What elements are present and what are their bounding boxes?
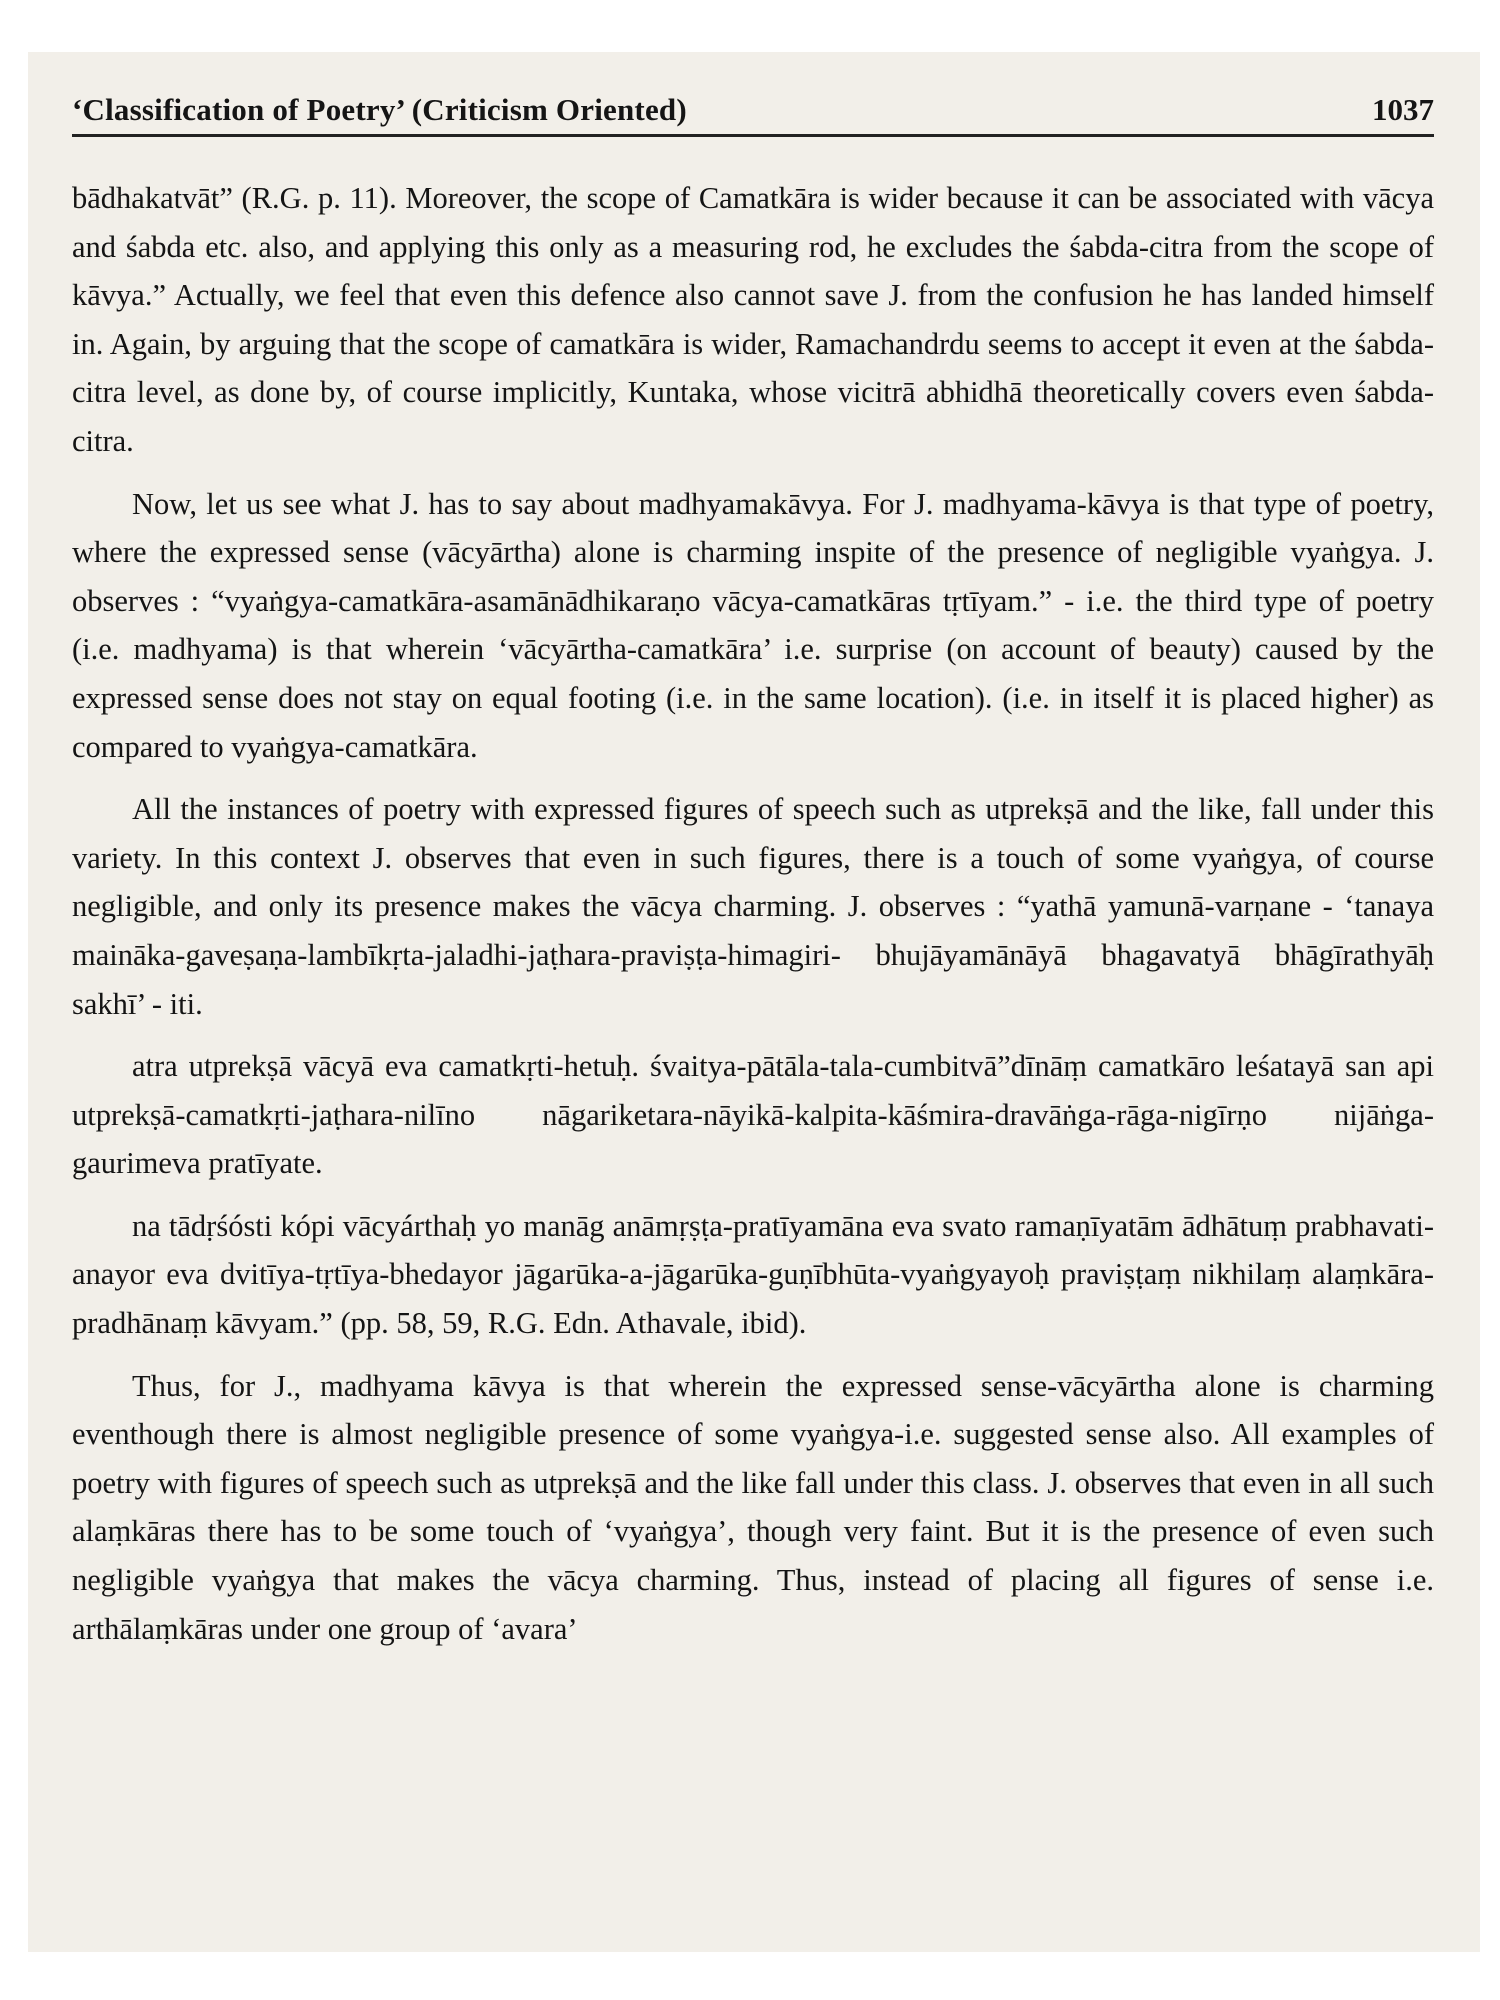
running-header xyxy=(72,92,1434,137)
paragraph: bādhakatvāt” (R.G. p. 11). Moreover, the scope of Camatkāra is wider because it can be associated with vācya and śabda etc. also, and applying this only as a measuring rod, he excludes the śabda-citra from the scope of kāvya.” Actually, we feel that even this defence also cannot save J. from the confusion he has landed himself in. Again, by arguing that the scope of camatkāra is wider, Ramachandrdu seems to accept it even at the śabda-citra level, as done by, of course implicitly, Kuntaka, whose vicitrā abhidhā theoretically covers even śabda-citra. xyxy=(72,181,1434,458)
paragraph: All the instances of poetry with expressed figures of speech such as utprekṣā and the like, fall under this variety. In this context J. observes that even in such figures, there is a touch of some vyaṅgya, of course negligible, and only its presence makes the vācya charming. J. observes : “yathā yamunā-varṇane - ‘tanaya maināka-gaveṣaṇa-lambīkṛta-jaladhi-jaṭhara-praviṣṭa-himagiri- bhujāyamānāyā bhagavatyā bhāgīrathyāḥ sakhī’ - iti. xyxy=(72,792,1434,1021)
page-number: 1037 xyxy=(1372,92,1434,127)
paragraph: Thus, for J., madhyama kāvya is that wherein the expressed sense-vācyārtha alone is charming eventhough there is almost negligible presence of some vyaṅgya-i.e. suggested sense also. All examples of poetry with figures of speech such as utprekṣā and the like fall under this class. J. observes that even in all such alaṃkāras there has to be some touch of ‘vyaṅgya’, though very faint. But it is the presence of even such negligible vyaṅgya that makes the vācya charming. Thus, instead of placing all figures of sense i.e. arthālaṃkāras under one group of ‘avara’ xyxy=(72,1368,1434,1646)
paragraph: Now, let us see what J. has to say about madhyamakāvya. For J. madhyama-kāvya is that type of poetry, where the expressed sense (vācyārtha) alone is charming inspite of the presence of negligible vyaṅgya. J. observes : “vyaṅgya-camatkāra-asamānādhikaraṇo vācya-camatkāras tṛtīyam.” - i.e. the third type of poetry (i.e. madhyama) is that wherein ‘vācyārtha-camatkāra’ i.e. surprise (on account of beauty) caused by the expressed sense does not stay on equal footing (i.e. in the same location). (i.e. in itself it is placed higher) as compared to vyaṅgya-camatkāra. xyxy=(72,486,1434,764)
paragraph: atra utprekṣā vācyā eva camatkṛti-hetuḥ. śvaitya-pātāla-tala-cumbitvā”dīnāṃ camatkāro leśatayā san api utprekṣā-camatkṛti-jaṭhara-nilīno nāgariketara-nāyikā-kalpita-kāśmira-dravāṅga-rāga-nigīrṇo nijāṅga-gaurimeva pratīyate. xyxy=(72,1049,1434,1181)
paragraph: na tādṛśósti kópi vācyárthaḥ yo manāg anāmṛṣṭa-pratīyamāna eva svato ramaṇīyatām ādhātuṃ prabhavati-anayor eva dvitīya-tṛtīya-bhedayor jāgarūka-a-jāgarūka-guṇībhūta-vyaṅgyayoḥ praviṣṭaṃ nikhilaṃ alaṃkāra-pradhānaṃ kāvyam.” (pp. 58, 59, R.G. Edn. Athavale, ibid). xyxy=(72,1208,1434,1341)
book-page xyxy=(28,52,1480,1952)
page-body xyxy=(72,174,1434,1653)
chapter-title: ‘Classification of Poetry’ (Criticism Oriented) xyxy=(72,92,687,127)
